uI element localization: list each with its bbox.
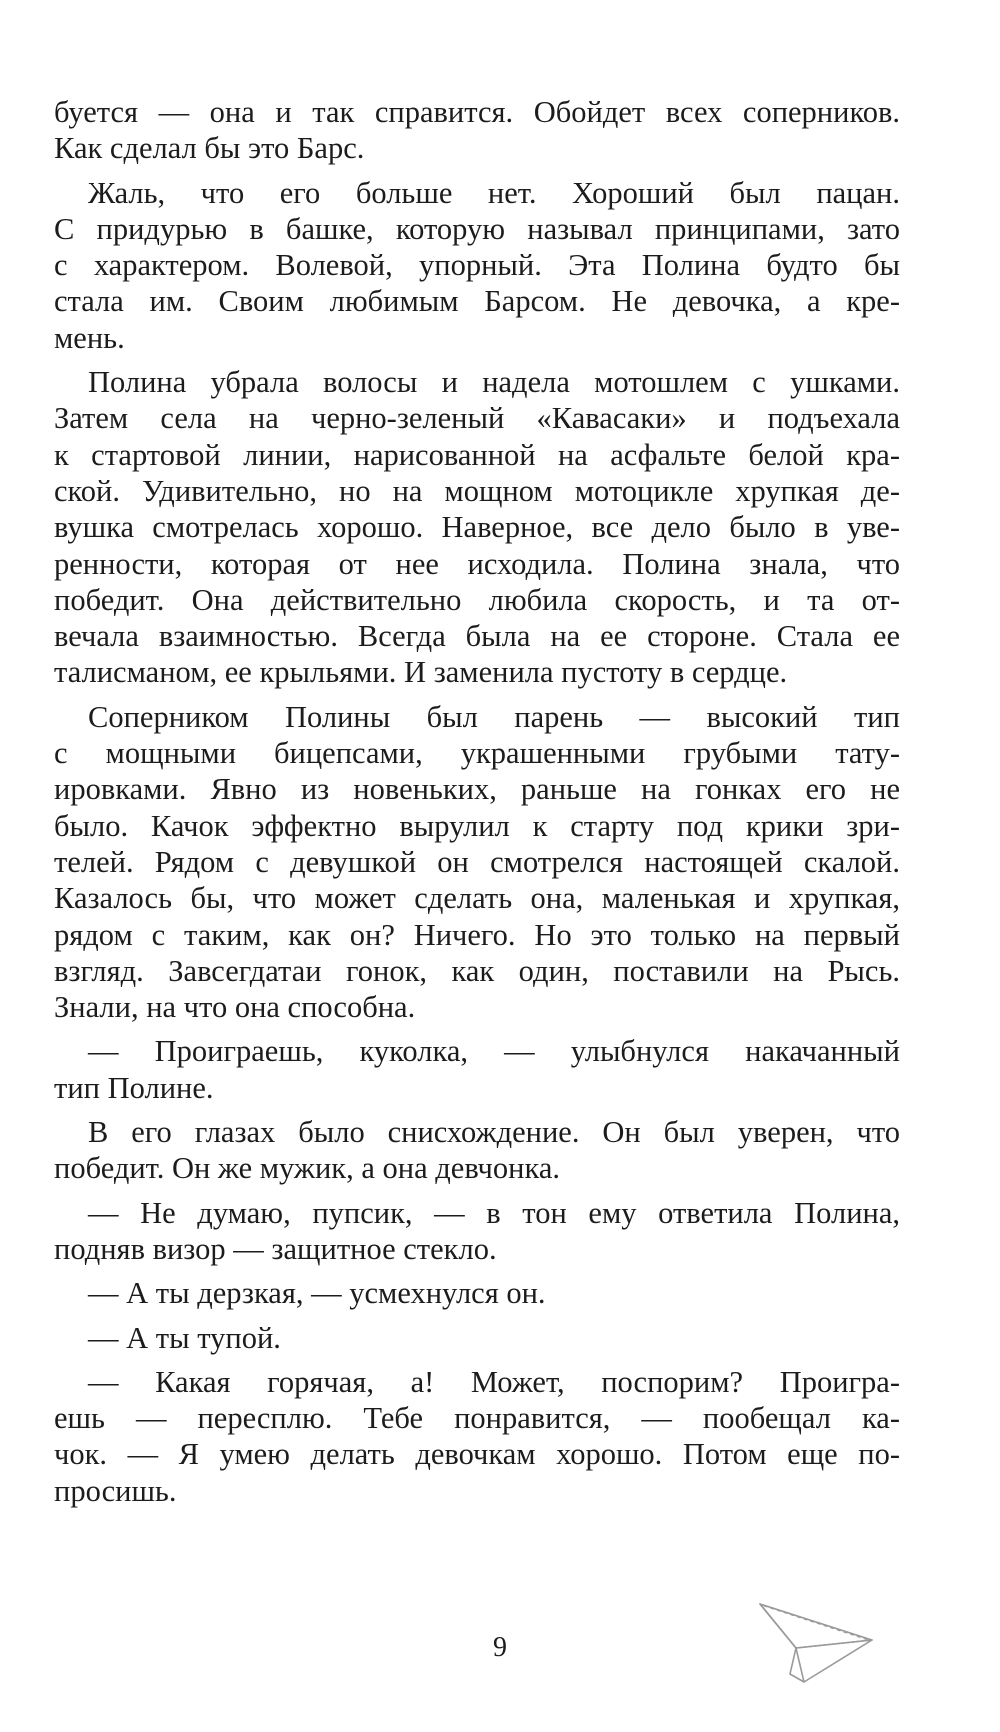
paragraph [54,1114,900,1187]
text-line: Затем села на черно-зеленый «Кавасаки» и подъехала [54,401,900,436]
text-line: ешь — пересплю. Тебе понравится, — пообещал ка- [54,1401,900,1436]
paragraph [54,1364,900,1509]
text-line: с характером. Волевой, упорный. Эта Полина будто бы [54,248,900,283]
text-line: С придурью в башке, которую называл принципами, зато [54,211,900,246]
text-line: мень. [54,320,125,355]
text-line: к стартовой линии, нарисованной на асфальте белой кра- [54,437,900,472]
text-line: Полина убрала волосы и надела мотошлем с ушками. [88,365,900,400]
text-line: Казалось бы, что может сделать она, маленькая и хрупкая, [54,881,900,916]
text-line: вечала взаимностью. Всегда была на ее стороне. Стала ее [54,619,900,654]
paragraph [54,1195,900,1268]
text-line: ренности, которая от нее исходила. Полина знала, что [54,546,900,581]
text-line: было. Качок эффектно вырулил к старту под крики зри- [54,808,900,843]
text-line: буется — она и так справится. Обойдет всех соперников. [54,95,900,129]
text-line: Знали, на что она способна. [54,990,416,1025]
text-line: ировками. Явно из новеньких, раньше на гонках его не [54,772,900,807]
paper-plane-icon [756,1596,876,1686]
paragraph [54,94,900,167]
text-line: телей. Рядом с девушкой он смотрелся настоящей скалой. [54,844,900,879]
text-line: победит. Она действительно любила скорость, и та от- [54,582,900,617]
text-line: победит. Он же мужик, а она девчонка. [54,1151,560,1186]
text-line: — А ты дерзкая, — усмехнулся он. [88,1276,546,1311]
text-line: талисманом, ее крыльями. И заменила пустоту в сердце. [54,655,788,690]
text-line: Жаль, что его больше нет. Хороший был пацан. [88,175,900,210]
text-line: — Не думаю, пупсик, — в тон ему ответила Полина, [88,1195,900,1230]
text-line: рядом с таким, как он? Ничего. Но это только на первый [54,917,900,952]
text-line: тип Полине. [54,1070,214,1105]
paragraph [54,1320,900,1356]
paragraph [54,1275,900,1311]
text-line: ской. Удивительно, но на мощном мотоцикле хрупкая де- [54,473,900,508]
text-line: чок. — Я умею делать девочкам хорошо. Потом еще по- [54,1437,900,1472]
paragraph [54,364,900,691]
text-line: стала им. Своим любимым Барсом. Не девочка, а кре- [54,284,900,319]
paragraph [54,1033,900,1106]
text-line: — Проиграешь, куколка, — улыбнулся накачанный [88,1034,900,1069]
paragraph [54,175,900,356]
paragraph [54,699,900,1026]
page-body [54,94,900,1517]
text-line: подняв визор — защитное стекло. [54,1231,497,1266]
text-line: взгляд. Завсегдатаи гонок, как один, поставили на Рысь. [54,953,900,988]
text-line: Соперником Полины был парень — высокий тип [88,699,900,734]
text-line: просишь. [54,1473,177,1508]
text-line: — А ты тупой. [88,1320,281,1355]
text-line: В его глазах было снисхождение. Он был уверен, что [88,1115,900,1150]
text-line: вушка смотрелась хорошо. Наверное, все дело было в уве- [54,510,900,545]
page-number: 9 [493,1632,507,1663]
text-line: с мощными бицепсами, украшенными грубыми тату- [54,736,900,771]
text-line: Как сделал бы это Барс. [54,131,365,166]
text-line: — Какая горячая, а! Может, поспорим? Проигра- [88,1364,900,1399]
